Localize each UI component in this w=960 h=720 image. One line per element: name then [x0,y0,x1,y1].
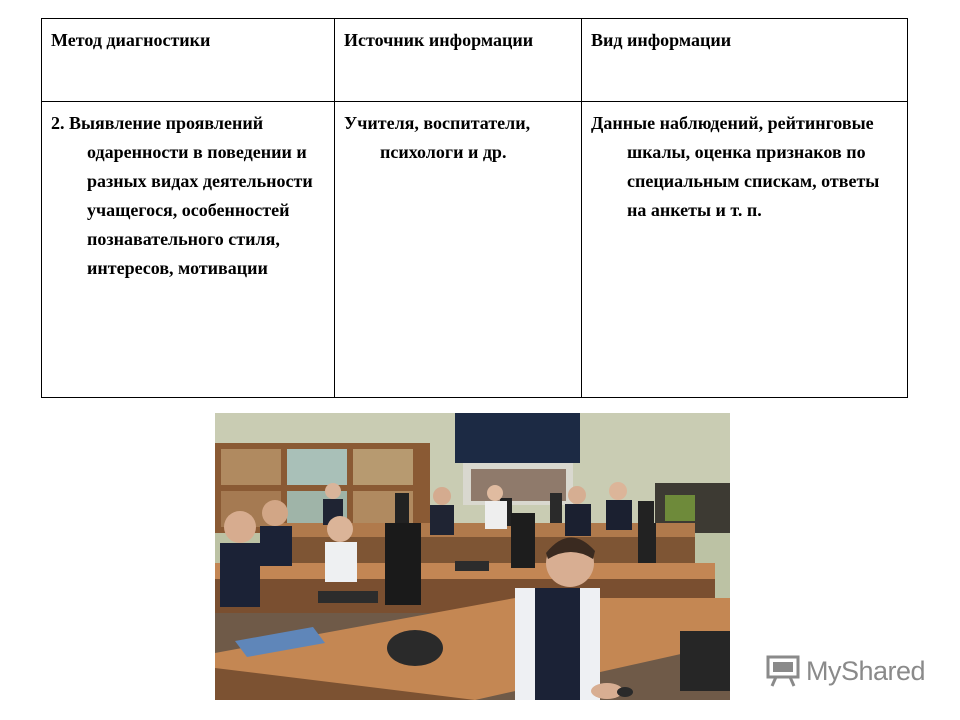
table-header-row [42,19,908,102]
presentation-board-icon [766,654,802,688]
header-method: Метод диагностики [42,19,335,102]
classroom-photo [215,413,730,700]
myshared-watermark [766,654,925,688]
watermark-text: MyShared [806,655,926,686]
header-source: Источник информации [335,19,582,102]
diagnostics-table [41,18,908,398]
classroom-illustration [215,413,730,700]
cell-info-type: Данные наблюдений, рейтинговые шкалы, оценка признаков по специальным спискам, ответы на анкеты и т. п. [582,102,908,398]
table-row [42,102,908,398]
header-info-type: Вид информации [582,19,908,102]
cell-method: 2. Выявление проявлений одаренности в поведении и разных видах деятельности учащегося, особенностей познавательного стиля, интересов, мотивации [42,102,335,398]
cell-source: Учителя, воспитатели, психологи и др. [335,102,582,398]
